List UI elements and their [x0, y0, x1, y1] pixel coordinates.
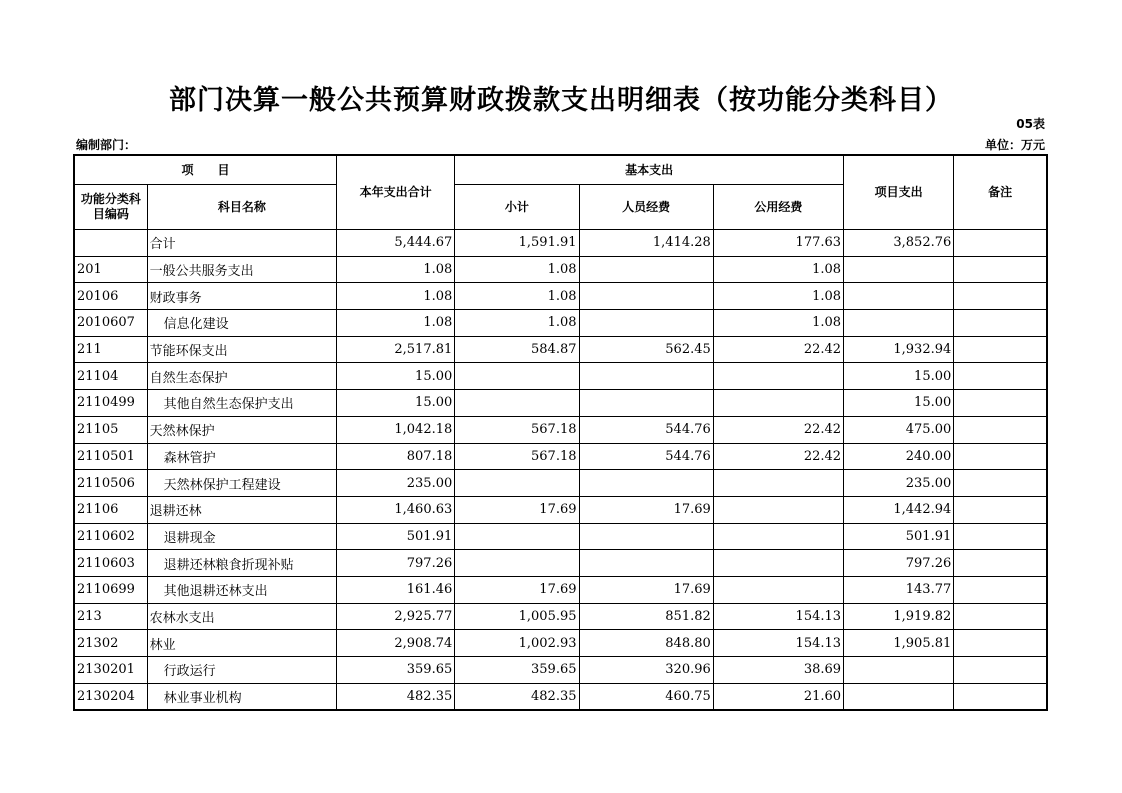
cell-total: 1,460.63 [337, 496, 455, 523]
cell-name: 财政事务 [147, 283, 336, 310]
cell-personnel [579, 256, 713, 283]
table-row [74, 523, 1047, 550]
cell-personnel [579, 363, 713, 390]
cell-subtotal: 359.65 [455, 657, 579, 684]
cell-total: 15.00 [337, 363, 455, 390]
cell-name: 天然林保护工程建设 [147, 470, 336, 497]
cell-remark [954, 470, 1047, 497]
cell-public: 1.08 [713, 310, 843, 337]
cell-project [844, 310, 954, 337]
cell-subtotal: 567.18 [455, 416, 579, 443]
cell-code: 2110602 [74, 523, 147, 550]
cell-remark [954, 310, 1047, 337]
cell-project: 1,905.81 [844, 630, 954, 657]
cell-personnel: 460.75 [579, 683, 713, 710]
cell-name: 森林管护 [147, 443, 336, 470]
cell-project: 3,852.76 [844, 230, 954, 257]
cell-personnel [579, 283, 713, 310]
cell-public: 154.13 [713, 630, 843, 657]
cell-total: 501.91 [337, 523, 455, 550]
table-row [74, 416, 1047, 443]
cell-subtotal: 1,005.95 [455, 603, 579, 630]
cell-subtotal [455, 390, 579, 417]
table-row [74, 336, 1047, 363]
table-body [74, 230, 1047, 711]
cell-subtotal: 1,591.91 [455, 230, 579, 257]
cell-total: 1.08 [337, 256, 455, 283]
cell-total: 359.65 [337, 657, 455, 684]
cell-name: 农林水支出 [147, 603, 336, 630]
cell-code: 2110603 [74, 550, 147, 577]
cell-personnel: 851.82 [579, 603, 713, 630]
cell-subtotal [455, 550, 579, 577]
cell-personnel [579, 310, 713, 337]
cell-total: 161.46 [337, 576, 455, 603]
cell-project: 475.00 [844, 416, 954, 443]
cell-subtotal [455, 470, 579, 497]
cell-remark [954, 336, 1047, 363]
cell-personnel: 544.76 [579, 416, 713, 443]
header-name: 科目名称 [147, 185, 336, 230]
header-item: 项 目 [74, 155, 337, 185]
cell-code: 213 [74, 603, 147, 630]
header-code: 功能分类科目编码 [74, 185, 147, 230]
cell-project [844, 683, 954, 710]
cell-remark [954, 550, 1047, 577]
cell-name: 自然生态保护 [147, 363, 336, 390]
cell-code: 2110499 [74, 390, 147, 417]
cell-name: 天然林保护 [147, 416, 336, 443]
cell-total: 797.26 [337, 550, 455, 577]
unit-label: 单位：万元 [984, 138, 1045, 152]
cell-project [844, 283, 954, 310]
cell-subtotal: 1.08 [455, 256, 579, 283]
cell-public [713, 390, 843, 417]
cell-code: 21105 [74, 416, 147, 443]
cell-project: 143.77 [844, 576, 954, 603]
cell-remark [954, 390, 1047, 417]
table-row [74, 443, 1047, 470]
table-row [74, 256, 1047, 283]
dept-label: 编制部门： [76, 138, 137, 152]
cell-code: 201 [74, 256, 147, 283]
cell-total: 1.08 [337, 283, 455, 310]
cell-personnel [579, 550, 713, 577]
expenditure-table [73, 154, 1048, 711]
cell-subtotal: 1.08 [455, 310, 579, 337]
cell-name: 退耕还林 [147, 496, 336, 523]
cell-public: 22.42 [713, 336, 843, 363]
cell-total: 482.35 [337, 683, 455, 710]
cell-remark [954, 630, 1047, 657]
cell-code: 21104 [74, 363, 147, 390]
cell-project: 797.26 [844, 550, 954, 577]
table-row [74, 657, 1047, 684]
cell-name: 节能环保支出 [147, 336, 336, 363]
header-total: 本年支出合计 [337, 155, 455, 230]
cell-public [713, 496, 843, 523]
table-row [74, 470, 1047, 497]
header-basic: 基本支出 [455, 155, 844, 185]
cell-personnel [579, 390, 713, 417]
cell-name: 退耕现金 [147, 523, 336, 550]
table-row [74, 550, 1047, 577]
cell-total: 5,444.67 [337, 230, 455, 257]
cell-remark [954, 363, 1047, 390]
cell-project: 235.00 [844, 470, 954, 497]
table-row [74, 390, 1047, 417]
cell-subtotal: 17.69 [455, 496, 579, 523]
cell-subtotal [455, 363, 579, 390]
cell-subtotal: 482.35 [455, 683, 579, 710]
cell-name: 林业 [147, 630, 336, 657]
header-public: 公用经费 [713, 185, 843, 230]
cell-project: 240.00 [844, 443, 954, 470]
cell-subtotal: 1,002.93 [455, 630, 579, 657]
cell-remark [954, 603, 1047, 630]
header-subtotal: 小计 [455, 185, 579, 230]
cell-subtotal: 1.08 [455, 283, 579, 310]
cell-public: 154.13 [713, 603, 843, 630]
cell-name: 行政运行 [147, 657, 336, 684]
table-row [74, 283, 1047, 310]
cell-total: 2,517.81 [337, 336, 455, 363]
cell-code: 21106 [74, 496, 147, 523]
cell-public [713, 363, 843, 390]
cell-subtotal: 17.69 [455, 576, 579, 603]
form-number: 05表 [1016, 117, 1045, 131]
cell-name: 其他退耕还林支出 [147, 576, 336, 603]
cell-remark [954, 657, 1047, 684]
cell-code: 211 [74, 336, 147, 363]
cell-total: 235.00 [337, 470, 455, 497]
cell-personnel [579, 470, 713, 497]
table-row [74, 683, 1047, 710]
cell-subtotal [455, 523, 579, 550]
cell-public: 38.69 [713, 657, 843, 684]
cell-public: 22.42 [713, 416, 843, 443]
cell-personnel: 1,414.28 [579, 230, 713, 257]
cell-remark [954, 523, 1047, 550]
cell-remark [954, 496, 1047, 523]
cell-total: 807.18 [337, 443, 455, 470]
header-project: 项目支出 [844, 155, 954, 230]
cell-project: 1,442.94 [844, 496, 954, 523]
cell-name: 信息化建设 [147, 310, 336, 337]
cell-personnel: 17.69 [579, 576, 713, 603]
cell-project: 501.91 [844, 523, 954, 550]
cell-total: 15.00 [337, 390, 455, 417]
cell-name: 退耕还林粮食折现补贴 [147, 550, 336, 577]
page-title: 部门决算一般公共预算财政拨款支出明细表（按功能分类科目） [169, 85, 953, 116]
cell-name: 其他自然生态保护支出 [147, 390, 336, 417]
cell-personnel: 562.45 [579, 336, 713, 363]
cell-total: 1,042.18 [337, 416, 455, 443]
cell-project [844, 657, 954, 684]
cell-subtotal: 584.87 [455, 336, 579, 363]
cell-personnel: 544.76 [579, 443, 713, 470]
cell-public: 177.63 [713, 230, 843, 257]
cell-remark [954, 683, 1047, 710]
cell-name: 合计 [147, 230, 336, 257]
cell-name: 一般公共服务支出 [147, 256, 336, 283]
cell-code: 2130204 [74, 683, 147, 710]
cell-project: 15.00 [844, 363, 954, 390]
table-row [74, 363, 1047, 390]
cell-subtotal: 567.18 [455, 443, 579, 470]
cell-public [713, 576, 843, 603]
table-row [74, 603, 1047, 630]
cell-remark [954, 443, 1047, 470]
cell-personnel: 320.96 [579, 657, 713, 684]
table-row [74, 630, 1047, 657]
cell-code: 2010607 [74, 310, 147, 337]
table-row [74, 496, 1047, 523]
cell-project: 1,919.82 [844, 603, 954, 630]
cell-project: 1,932.94 [844, 336, 954, 363]
cell-total: 2,908.74 [337, 630, 455, 657]
cell-remark [954, 256, 1047, 283]
cell-name: 林业事业机构 [147, 683, 336, 710]
cell-public [713, 523, 843, 550]
cell-total: 2,925.77 [337, 603, 455, 630]
cell-public: 21.60 [713, 683, 843, 710]
table-row [74, 576, 1047, 603]
cell-code: 2110501 [74, 443, 147, 470]
cell-public: 22.42 [713, 443, 843, 470]
cell-remark [954, 283, 1047, 310]
cell-remark [954, 576, 1047, 603]
cell-code: 20106 [74, 283, 147, 310]
cell-remark [954, 416, 1047, 443]
cell-personnel: 17.69 [579, 496, 713, 523]
cell-project: 15.00 [844, 390, 954, 417]
cell-public [713, 470, 843, 497]
table-row [74, 310, 1047, 337]
cell-code: 2110699 [74, 576, 147, 603]
header-personnel: 人员经费 [579, 185, 713, 230]
cell-code [74, 230, 147, 257]
table-row [74, 230, 1047, 257]
header-remark: 备注 [954, 155, 1047, 230]
cell-personnel [579, 523, 713, 550]
cell-public: 1.08 [713, 256, 843, 283]
cell-personnel: 848.80 [579, 630, 713, 657]
cell-remark [954, 230, 1047, 257]
cell-code: 2110506 [74, 470, 147, 497]
cell-code: 2130201 [74, 657, 147, 684]
cell-total: 1.08 [337, 310, 455, 337]
cell-public: 1.08 [713, 283, 843, 310]
cell-code: 21302 [74, 630, 147, 657]
cell-project [844, 256, 954, 283]
cell-public [713, 550, 843, 577]
